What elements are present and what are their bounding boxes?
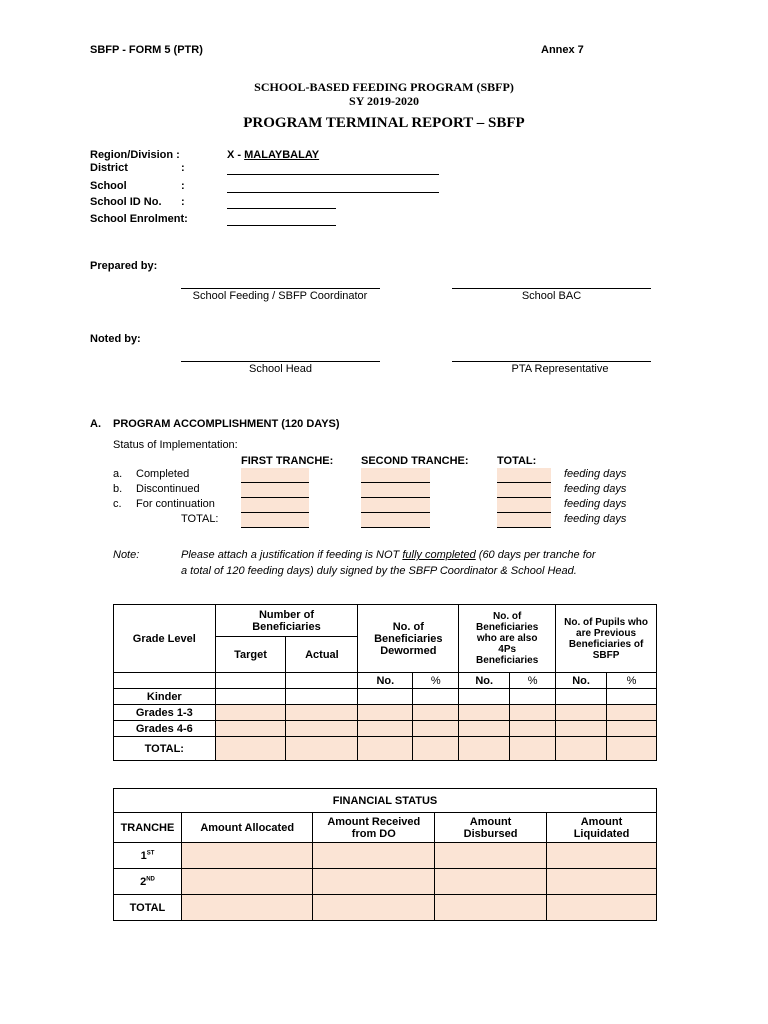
row-label: For continuation [136, 498, 215, 510]
previous-header: No. of Pupils who are Previous Beneficiaries of SBFP [556, 605, 657, 673]
fourps-header: No. of Beneficiaries who are also 4Ps Beneficiaries [459, 605, 556, 673]
col-first-tranche: FIRST TRANCHE: [241, 455, 334, 467]
second-tranche-field[interactable] [361, 513, 430, 528]
coordinator-signature-line[interactable] [181, 288, 380, 289]
table-cell[interactable] [413, 721, 459, 737]
table-cell[interactable] [556, 705, 607, 721]
table-cell[interactable] [607, 737, 657, 761]
received-header: Amount Received from DO [313, 813, 435, 843]
district-label: District [90, 162, 128, 174]
table-cell[interactable] [181, 869, 313, 895]
section-a-title: PROGRAM ACCOMPLISHMENT (120 DAYS) [113, 418, 340, 430]
row-label: Completed [136, 468, 190, 480]
table-cell[interactable] [459, 689, 510, 705]
school-id-field[interactable] [227, 208, 336, 209]
enrolment-field[interactable] [227, 225, 336, 226]
beneficiaries-table [113, 604, 657, 761]
head-label: School Head [249, 363, 312, 375]
region-label: Region/Division : [90, 149, 180, 161]
table-cell[interactable] [459, 737, 510, 761]
region-value: X - MALAYBALAY [227, 149, 320, 161]
table-cell[interactable] [313, 843, 435, 869]
total-field[interactable] [497, 498, 551, 513]
table-cell[interactable] [181, 843, 313, 869]
table-cell[interactable] [556, 721, 607, 737]
table-cell[interactable] [510, 737, 556, 761]
bac-signature-line[interactable] [452, 288, 651, 289]
note-text: Please attach a justification if feeding is NOT fully completed (60 days per tranche for [181, 549, 596, 561]
table-cell[interactable] [358, 689, 413, 705]
first-tranche-field[interactable] [241, 483, 309, 498]
table-cell[interactable] [313, 895, 435, 921]
liquidated-header: Amount Liquidated [547, 813, 657, 843]
unit-label: feeding days [564, 513, 627, 525]
section-a-letter: A. [90, 418, 101, 430]
row-label: TOTAL: [181, 513, 219, 525]
target-header: Target [215, 637, 286, 673]
table-cell[interactable] [358, 705, 413, 721]
annex-label: Annex 7 [541, 44, 584, 56]
second-tranche-field[interactable] [361, 483, 430, 498]
noted-by-label: Noted by: [90, 333, 141, 345]
allocated-header: Amount Allocated [181, 813, 313, 843]
no-header: No. [556, 673, 607, 689]
table-cell[interactable] [459, 721, 510, 737]
school-id-colon: : [181, 196, 185, 208]
pta-signature-line[interactable] [452, 361, 651, 362]
program-title: SCHOOL-BASED FEEDING PROGRAM (SBFP) [254, 80, 514, 94]
col-total: TOTAL: [497, 455, 537, 467]
row-kinder: Kinder [114, 689, 216, 705]
total-field[interactable] [497, 483, 551, 498]
school-year: SY 2019-2020 [349, 94, 419, 108]
form-code: SBFP - FORM 5 (PTR) [90, 44, 203, 56]
school-field[interactable] [227, 192, 439, 193]
disbursed-header: Amount Disbursed [435, 813, 547, 843]
table-cell[interactable] [435, 895, 547, 921]
table-cell[interactable] [215, 705, 286, 721]
school-colon: : [181, 180, 185, 192]
financial-table [113, 788, 657, 921]
unit-label: feeding days [564, 498, 627, 510]
col-second-tranche: SECOND TRANCHE: [361, 455, 469, 467]
first-tranche-field[interactable] [241, 468, 309, 483]
table-cell[interactable] [413, 689, 459, 705]
actual-header: Actual [286, 637, 358, 673]
row-total: TOTAL: [114, 737, 216, 761]
tranche-1: 1ST [114, 843, 182, 869]
pta-label: PTA Representative [511, 363, 609, 375]
table-cell[interactable] [459, 705, 510, 721]
table-cell[interactable] [547, 869, 657, 895]
table-cell[interactable] [215, 689, 286, 705]
school-id-label: School ID No. [90, 196, 162, 208]
total-field[interactable] [497, 468, 551, 483]
table-cell[interactable] [313, 869, 435, 895]
row-letter: b. [113, 483, 123, 495]
table-cell[interactable] [286, 721, 358, 737]
report-title: PROGRAM TERMINAL REPORT – SBFP [243, 115, 525, 131]
total-field[interactable] [497, 513, 551, 528]
second-tranche-field[interactable] [361, 498, 430, 513]
enrolment-label: School Enrolment: [90, 213, 188, 225]
table-cell[interactable] [286, 705, 358, 721]
row-grades-4-6: Grades 4-6 [114, 721, 216, 737]
table-cell[interactable] [547, 843, 657, 869]
dewormed-header: No. of Beneficiaries Dewormed [358, 605, 459, 673]
table-cell[interactable] [547, 895, 657, 921]
table-cell[interactable] [556, 737, 607, 761]
table-cell[interactable] [286, 689, 358, 705]
table-cell[interactable] [556, 689, 607, 705]
district-field[interactable] [227, 174, 439, 175]
tranche-total: TOTAL [114, 895, 182, 921]
table-cell[interactable] [510, 705, 556, 721]
financial-title: FINANCIAL STATUS [114, 789, 657, 813]
bac-label: School BAC [521, 290, 582, 302]
unit-label: feeding days [564, 468, 627, 480]
district-colon: : [181, 162, 185, 174]
num-beneficiaries-header: Number of Beneficiaries [215, 605, 358, 637]
table-cell[interactable] [607, 705, 657, 721]
row-grades-1-3: Grades 1-3 [114, 705, 216, 721]
table-cell[interactable] [607, 721, 657, 737]
first-tranche-field[interactable] [241, 513, 309, 528]
table-cell[interactable] [358, 721, 413, 737]
head-signature-line[interactable] [181, 361, 380, 362]
first-tranche-field[interactable] [241, 498, 309, 513]
no-header: No. [459, 673, 510, 689]
table-cell[interactable] [215, 737, 286, 761]
unit-label: feeding days [564, 483, 627, 495]
second-tranche-field[interactable] [361, 468, 430, 483]
table-cell[interactable] [413, 705, 459, 721]
coordinator-label: School Feeding / SBFP Coordinator [192, 290, 368, 302]
pct-header: % [607, 673, 657, 689]
note-text-line2: a total of 120 feeding days) duly signed by the SBFP Coordinator & School Head. [181, 565, 577, 577]
table-cell[interactable] [510, 689, 556, 705]
table-cell[interactable] [435, 843, 547, 869]
row-label: Discontinued [136, 483, 200, 495]
table-cell[interactable] [510, 721, 556, 737]
row-letter: c. [113, 498, 122, 510]
grade-level-header: Grade Level [114, 605, 216, 673]
pct-header: % [510, 673, 556, 689]
prepared-by-label: Prepared by: [90, 260, 158, 272]
note-label: Note: [113, 549, 140, 561]
row-letter: a. [113, 468, 123, 480]
table-cell[interactable] [181, 895, 313, 921]
table-cell[interactable] [215, 721, 286, 737]
tranche-header: TRANCHE [114, 813, 182, 843]
table-cell[interactable] [413, 737, 459, 761]
school-label: School [90, 180, 127, 192]
tranche-2: 2ND [114, 869, 182, 895]
table-cell[interactable] [358, 737, 413, 761]
pct-header: % [413, 673, 459, 689]
table-cell[interactable] [286, 737, 358, 761]
table-cell[interactable] [607, 689, 657, 705]
table-cell[interactable] [435, 869, 547, 895]
status-label: Status of Implementation: [113, 439, 238, 451]
no-header: No. [358, 673, 413, 689]
